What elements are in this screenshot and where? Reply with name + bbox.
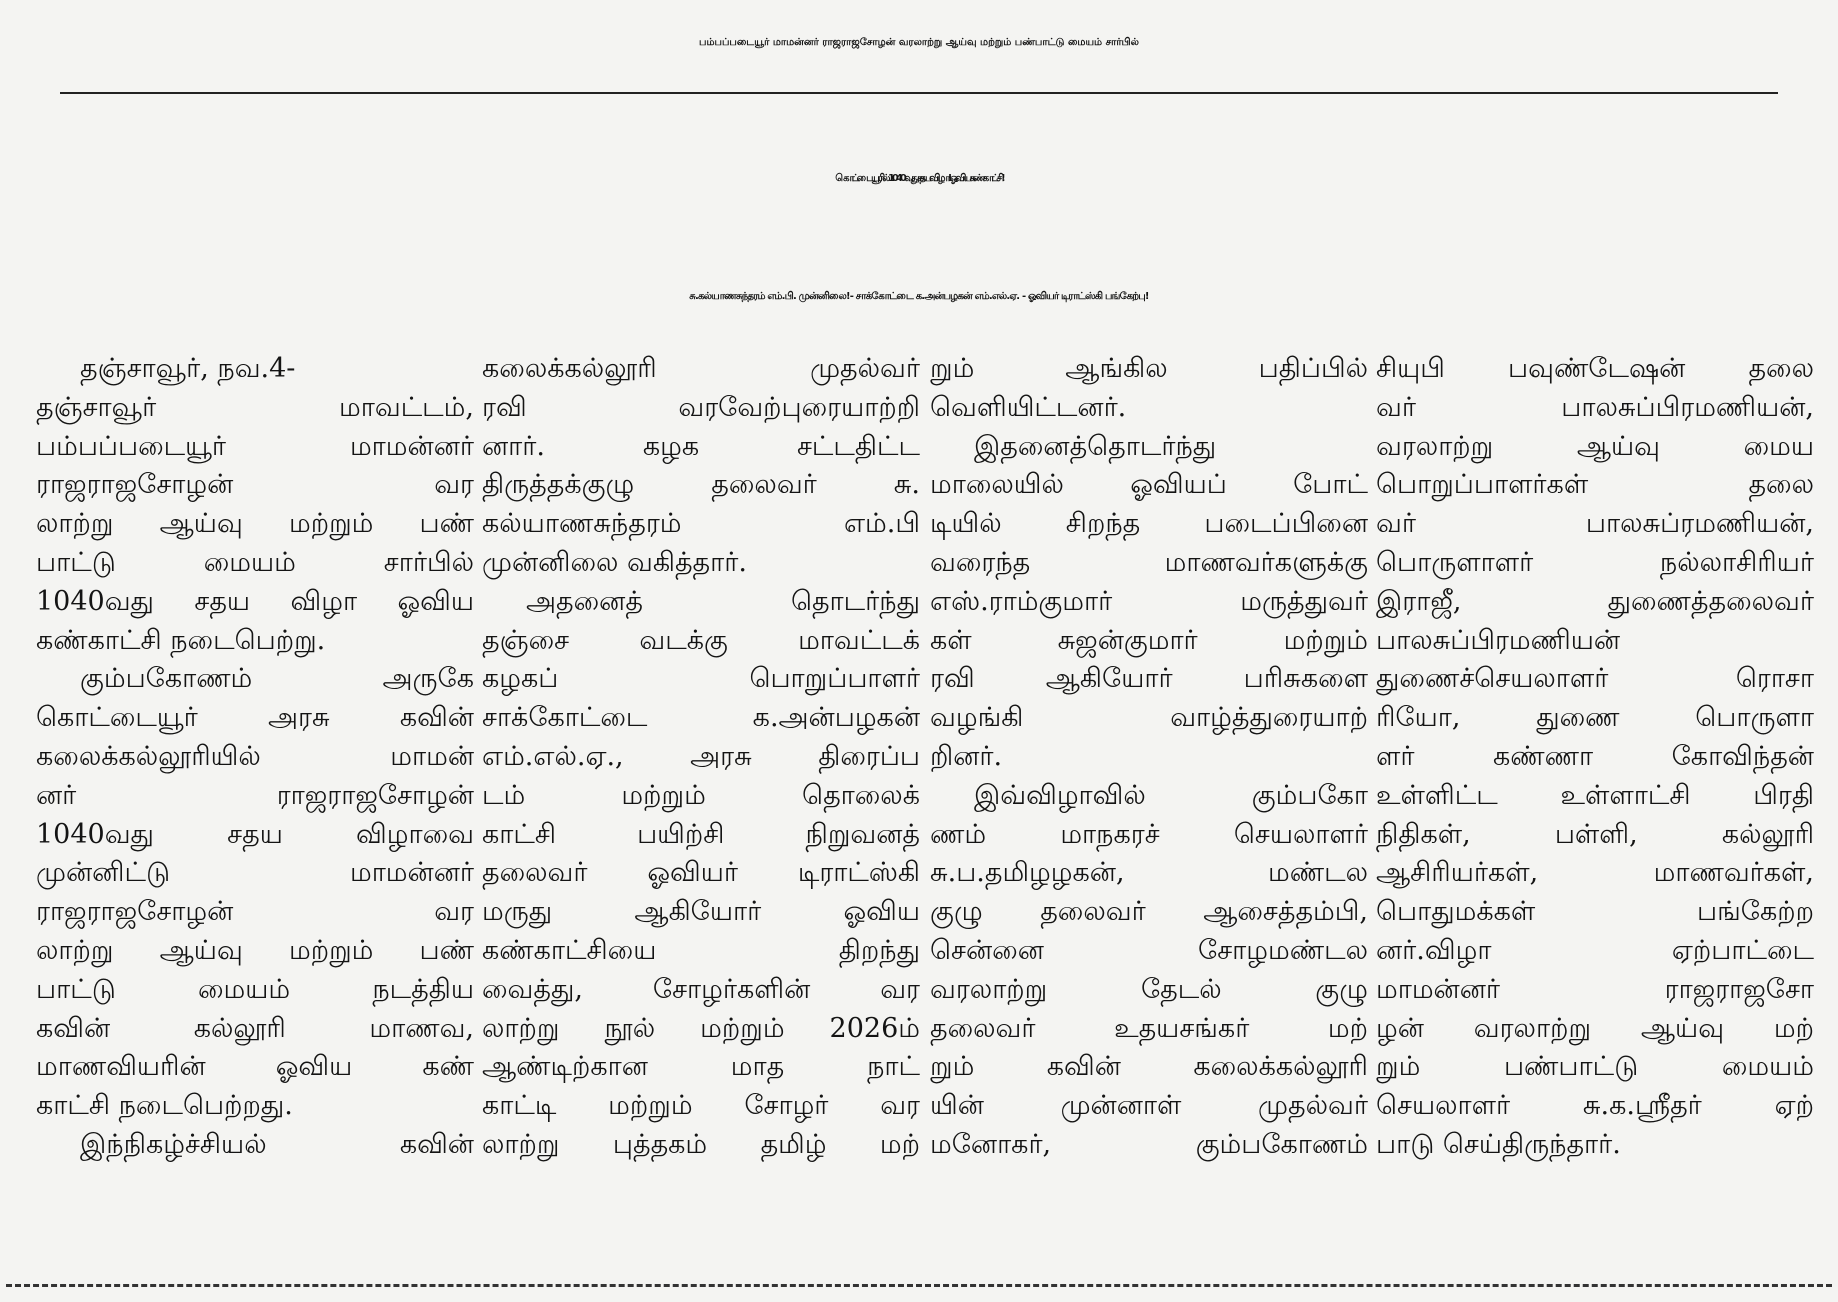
text-line: ணம் மாநகரச் செயலாளர் (930, 818, 1368, 850)
top-rule (60, 92, 1778, 94)
text-line: னர்.விழா ஏற்பாட்டை (1376, 934, 1814, 966)
text-line: கும்பகோணம் அருகே (80, 663, 474, 695)
text-line: அதனைத் தொடர்ந்து (526, 585, 920, 617)
text-line: லாற்று நூல் மற்றும் 2026ம் (482, 1012, 920, 1044)
text-line: கொட்டையூர் அரசு கவின் (36, 702, 474, 734)
bottom-dashed-rule (6, 1284, 1832, 1287)
text-line: பொறுப்பாளர்கள் தலை (1376, 469, 1814, 501)
text-line: தஞ்சாவூர், நவ.4- (80, 353, 296, 384)
text-line: வரைந்த மாணவர்களுக்கு (930, 546, 1368, 578)
text-line: பாட்டு மையம் நடத்திய (36, 973, 474, 1005)
text-line: இதனைத்தொடர்ந்து (974, 430, 1217, 462)
text-line: டம் மற்றும் தொலைக் (482, 779, 920, 811)
text-line: செயலாளர் சு.க.ஸ்ரீதர் ஏற் (1376, 1090, 1814, 1122)
text-line: டியில் சிறந்த படைப்பினை (930, 508, 1368, 540)
text-line: வைத்து, சோழர்களின் வர (482, 973, 920, 1005)
article-body (14, 350, 1824, 1242)
text-line: ஆசிரியர்கள், மாணவர்கள், (1376, 857, 1814, 889)
text-line: சென்னை சோழமண்டல (930, 934, 1368, 966)
text-line: காட்சி நடைபெற்றது. (36, 1090, 293, 1122)
text-line: வர் பாலசுப்பிரமணியன், (1376, 391, 1814, 423)
text-line: ஆண்டிற்கான மாத நாட் (482, 1051, 920, 1083)
text-line: றினர். (930, 740, 1003, 772)
text-line: னார். கழக சட்டதிட்ட (482, 430, 920, 462)
text-line: றும் கவின் கலைக்கல்லூரி (930, 1051, 1368, 1083)
text-line: ளர் கண்ணா கோவிந்தன் (1376, 740, 1814, 772)
text-line: காட்சி பயிற்சி நிறுவனத் (482, 818, 920, 850)
text-line: மனோகர், கும்பகோணம் (930, 1128, 1368, 1160)
text-line: முன்னிலை வகித்தார். (482, 546, 747, 578)
text-line: பம்பப்படையூர் மாமன்னர் (36, 430, 474, 462)
text-line: கவின் கல்லூரி மாணவ, (36, 1012, 474, 1044)
text-line: திருத்தக்குழு தலைவர் சு. (482, 469, 920, 501)
text-line: பாட்டு மையம் சார்பில் (36, 546, 474, 578)
text-line: யின் முன்னாள் முதல்வர் (930, 1090, 1368, 1122)
text-line: பாலசுப்பிரமணியன் (1376, 624, 1621, 656)
column-1 (36, 350, 474, 1242)
text-line: றும் பண்பாட்டு மையம் (1376, 1051, 1814, 1083)
text-line: பொதுமக்கள் பங்கேற்ற (1376, 896, 1814, 928)
text-line: எஸ்.ராம்குமார் மருத்துவர் (930, 585, 1368, 617)
column-4 (1376, 350, 1814, 1242)
text-line: உள்ளிட்ட உள்ளாட்சி பிரதி (1376, 779, 1814, 811)
text-line: ராஜராஜசோழன் வர (36, 469, 474, 501)
text-line: தஞ்சாவூர் மாவட்டம், (36, 391, 474, 423)
text-line: துணைச்செயலாளர் ரொசா (1376, 663, 1814, 695)
text-line: வரலாற்று ஆய்வு மைய (1376, 430, 1814, 462)
text-line: ரியோ, துணை பொருளா (1376, 702, 1814, 734)
text-line: கண்காட்சி நடைபெற்று. (36, 624, 326, 656)
text-line: தஞ்சை வடக்கு மாவட்டக் (482, 624, 920, 656)
text-line: முன்னிட்டு மாமன்னர் (36, 857, 474, 889)
text-line: ரவி ஆகியோர் பரிசுகளை (930, 663, 1368, 695)
text-line: குழு தலைவர் ஆசைத்தம்பி, (930, 896, 1368, 928)
text-line: சியுபி பவுண்டேஷன் தலை (1376, 353, 1814, 384)
text-line: கலைக்கல்லூரி முதல்வர் (482, 353, 920, 384)
headline: கொட்டையூரில் 1040 வது சதய விழா! ஓவிய கண்காட்சி! (835, 173, 1003, 184)
text-line: னர் ராஜராஜசோழன் (36, 779, 474, 811)
text-line: 1040வது சதய விழாவை (36, 818, 474, 850)
text-line: றும் ஆங்கில பதிப்பில் (930, 353, 1368, 384)
text-line: லாற்று ஆய்வு மற்றும் பண் (36, 508, 474, 540)
kicker-line: பம்பப்படையூர் மாமன்னர் ராஜராஜசோழன் வரலாற்று ஆய்வு மற்றும் பண்பாட்டு மையம் சார்பில் (699, 37, 1139, 48)
text-line: நிதிகள், பள்ளி, கல்லூரி (1376, 818, 1814, 850)
text-line: எம்.எல்.ஏ., அரசு திரைப்ப (482, 740, 920, 772)
text-line: வழங்கி வாழ்த்துரையாற் (930, 702, 1368, 734)
text-line: சாக்கோட்டை க.அன்பழகன் (482, 702, 920, 734)
text-line: காட்டி மற்றும் சோழர் வர (482, 1090, 920, 1122)
column-3 (930, 350, 1368, 1242)
text-line: கண்காட்சியை திறந்து (482, 934, 920, 966)
subheadline: சு.கல்யாணசுந்தரம் எம்.பி. முன்னிலை!- சாக்கோட்டை க.அன்பழகன் எம்.எல்.ஏ. - ஓவியர் டிராட்ஸ்கி பங்கேற்பு! (689, 291, 1149, 302)
text-line: ழன் வரலாற்று ஆய்வு மற் (1376, 1012, 1814, 1044)
text-line: வெளியிட்டனர். (930, 391, 1127, 423)
text-line: பாடு செய்திருந்தார். (1376, 1128, 1621, 1160)
text-line: கள் சுஜன்குமார் மற்றும் (930, 624, 1368, 656)
text-line: இவ்விழாவில் கும்பகோ (974, 779, 1368, 811)
text-line: கல்யாணசுந்தரம் எம்.பி (482, 508, 920, 540)
text-line: கலைக்கல்லூரியில் மாமன் (36, 740, 474, 772)
text-line: லாற்று புத்தகம் தமிழ் மற் (482, 1128, 920, 1160)
text-line: லாற்று ஆய்வு மற்றும் பண் (36, 934, 474, 966)
text-line: இந்நிகழ்ச்சியல் கவின் (80, 1128, 474, 1160)
text-line: வர் பாலசுப்ரமணியன், (1376, 508, 1814, 540)
text-line: தலைவர் உதயசங்கர் மற் (930, 1012, 1368, 1044)
column-2 (482, 350, 920, 1242)
text-line: மாலையில் ஓவியப் போட் (930, 469, 1368, 501)
text-line: மருது ஆகியோர் ஓவிய (482, 896, 920, 928)
text-line: சு.ப.தமிழழகன், மண்டல (930, 857, 1368, 889)
text-line: ரவி வரவேற்புரையாற்றி (482, 391, 920, 423)
text-line: இராஜீ, துணைத்தலைவர் (1376, 585, 1814, 617)
text-line: பொருளாளர் நல்லாசிரியர் (1376, 546, 1814, 578)
text-line: மாணவியரின் ஓவிய கண் (36, 1051, 474, 1083)
text-line: வரலாற்று தேடல் குழு (930, 973, 1368, 1005)
text-line: கழகப் பொறுப்பாளர் (482, 663, 920, 695)
text-line: 1040வது சதய விழா ஓவிய (36, 585, 474, 617)
text-line: மாமன்னர் ராஜராஜசோ (1376, 973, 1814, 1005)
text-line: ராஜராஜசோழன் வர (36, 896, 474, 928)
text-line: தலைவர் ஓவியர் டிராட்ஸ்கி (482, 857, 920, 889)
